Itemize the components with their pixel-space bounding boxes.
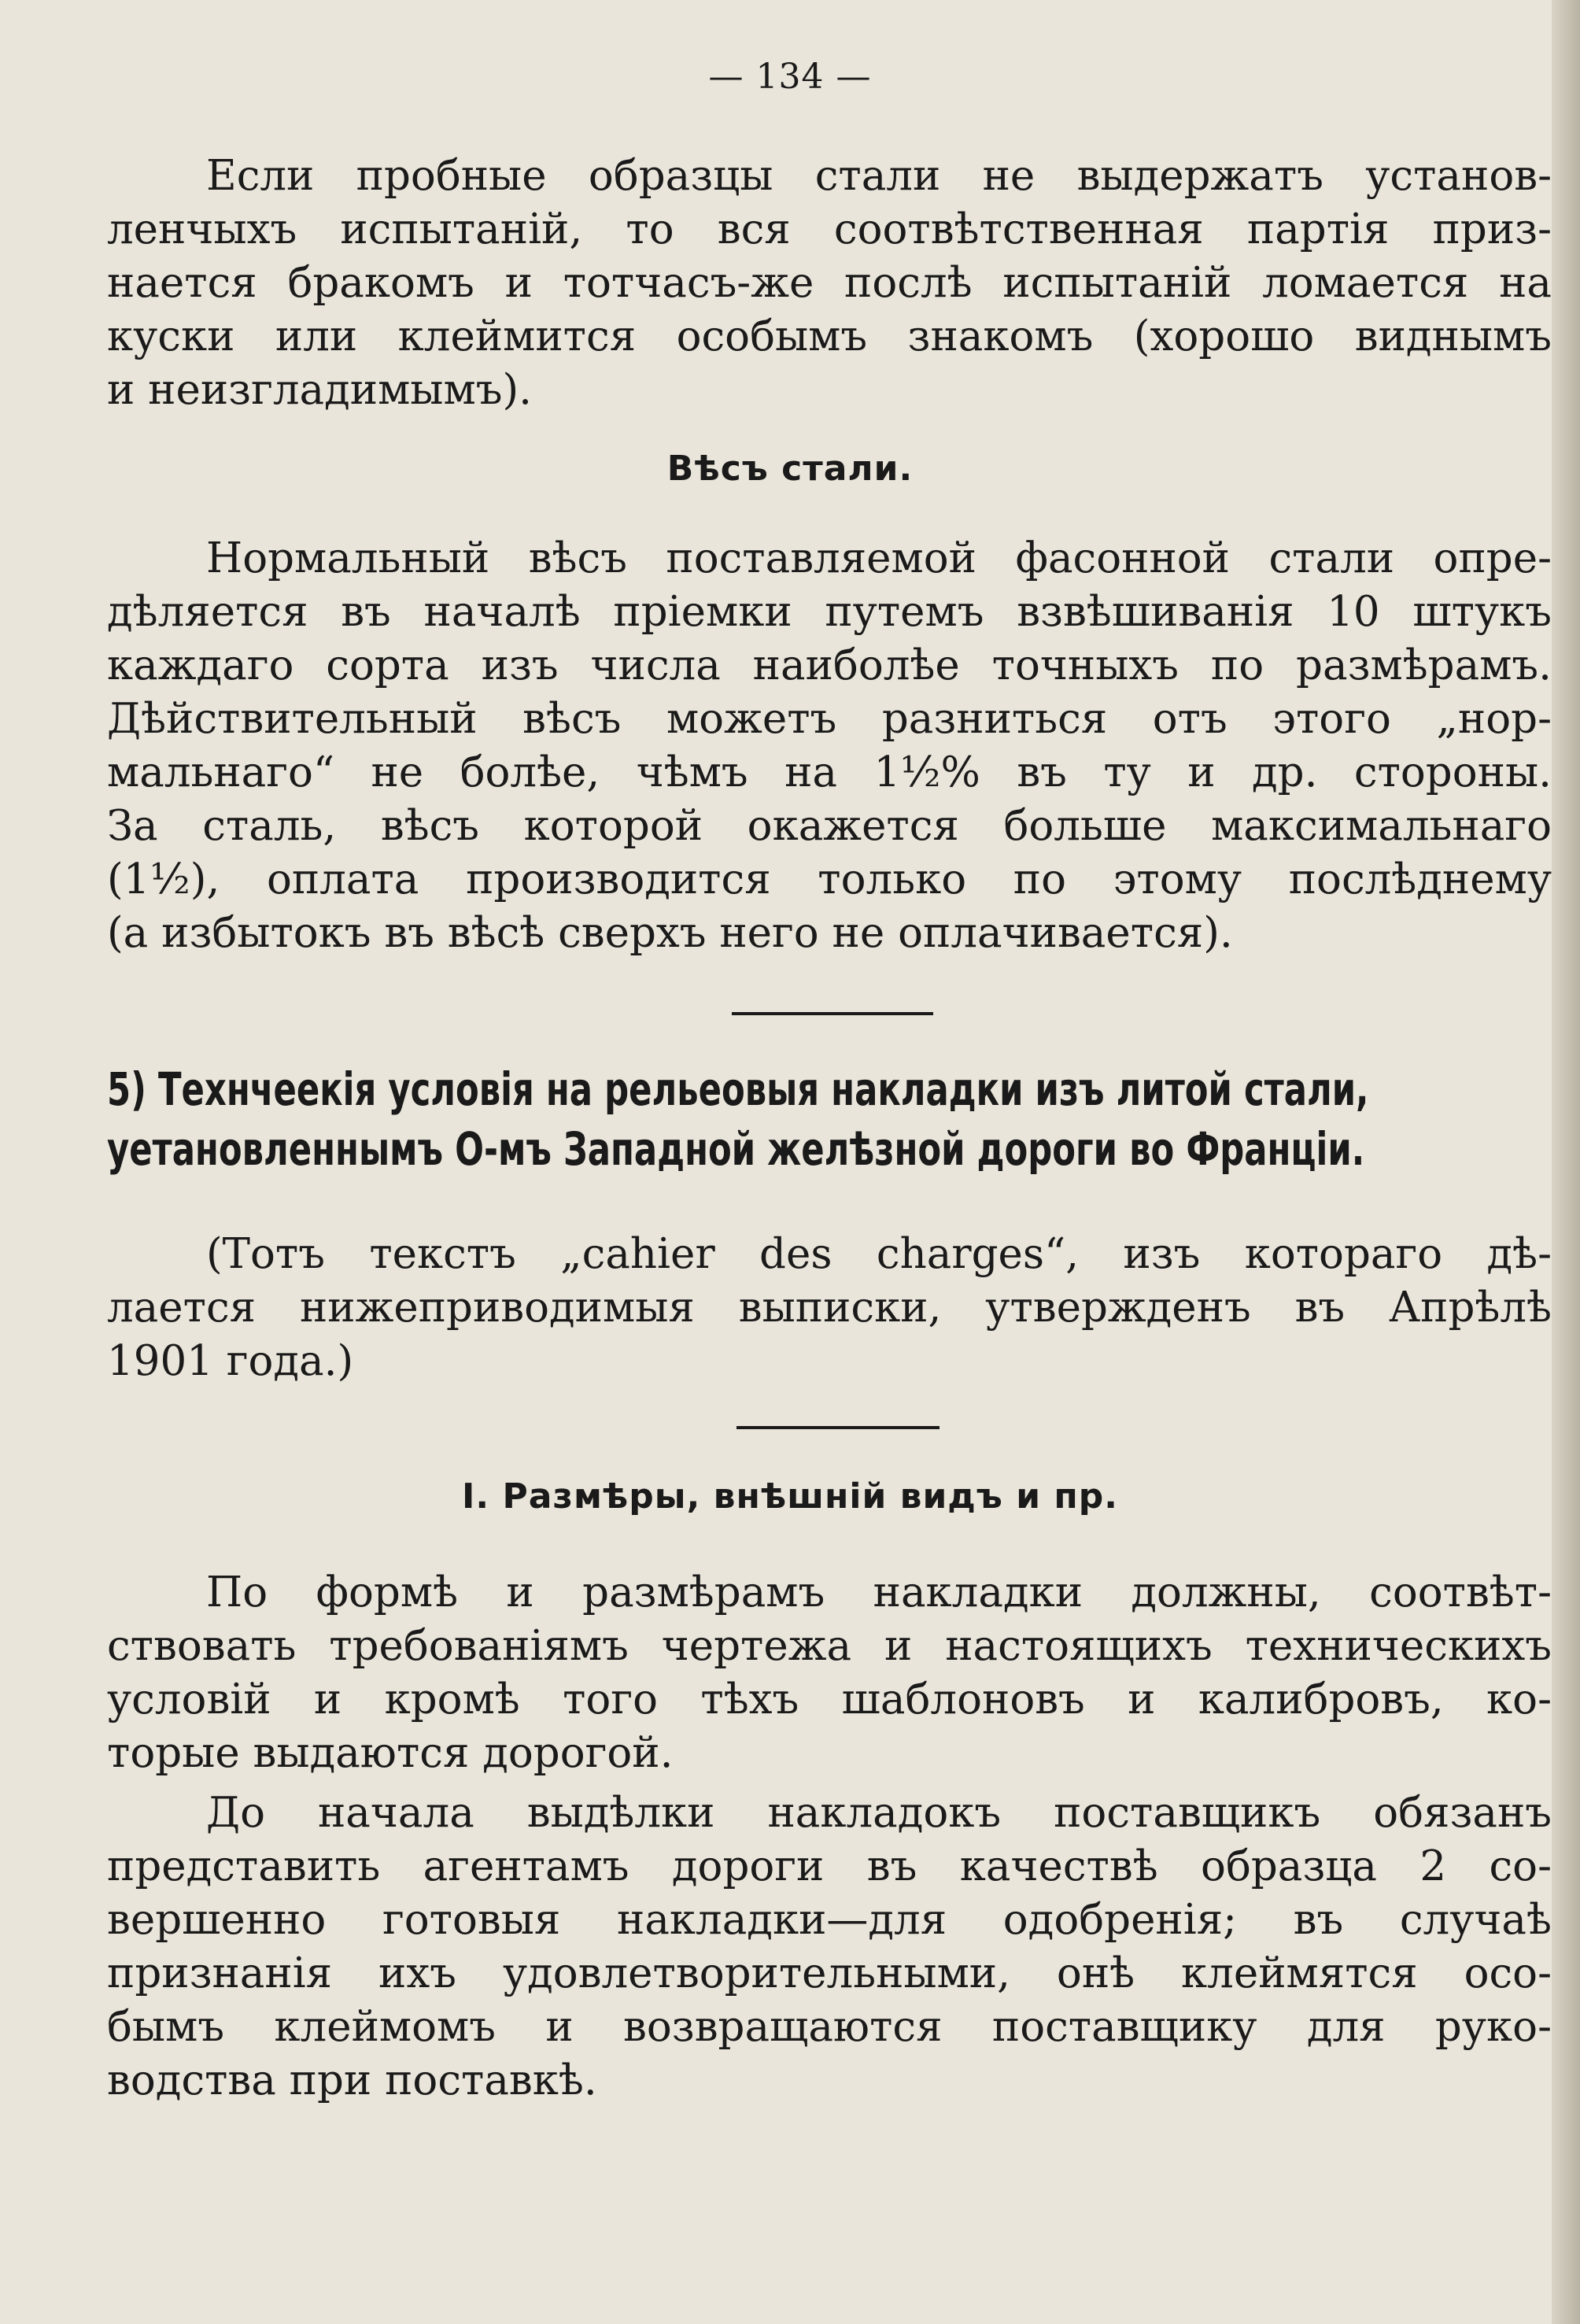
page-number: — 134 — <box>708 57 872 97</box>
text-line: Нормальный вѣсъ поставляемой фасонной стали опре- <box>206 534 1552 582</box>
text-line: До начала выдѣлки накладокъ поставщикъ обязанъ <box>206 1789 1552 1837</box>
text-line: водства при поставкѣ. <box>107 2056 597 2104</box>
section-heading-line: 5) Технчеекія условія на рельеовыя накладки изъ литой стали, <box>107 1062 1369 1116</box>
text-line: За сталь, вѣсъ которой окажется больше максимальнаго <box>107 802 1552 850</box>
text-line: куски или клеймится особымъ знакомъ (хорошо виднымъ <box>107 312 1552 360</box>
text-line: (а избытокъ въ вѣсѣ сверхъ него не оплачивается). <box>107 909 1233 957</box>
section-heading-line: уетановленнымъ О-мъ Западной желѣзной дороги во Франціи. <box>107 1122 1365 1176</box>
text-line: условій и кромѣ того тѣхъ шаблоновъ и калибровъ, ко- <box>107 1676 1552 1724</box>
text-line: бымъ клеймомъ и возвращаются поставщику для руко- <box>107 2003 1552 2051</box>
divider-rule <box>732 1012 933 1015</box>
text-line: каждаго сорта изъ числа наиболѣе точныхъ по размѣрамъ. <box>107 641 1552 689</box>
paragraph-shape-dimensions <box>107 1566 1552 1780</box>
text-line: (1½), оплата производится только по этому послѣднему <box>107 855 1552 903</box>
text-line: представить агентамъ дороги въ качествѣ образца 2 со- <box>107 1842 1552 1890</box>
text-line: вершенно готовыя накладки—для одобренія; въ случаѣ <box>107 1896 1552 1944</box>
subheading-dimensions: I. Размѣры, внѣшній видъ и пр. <box>462 1476 1118 1517</box>
text-line: нается бракомъ и тотчасъ-же послѣ испытаній ломается на <box>107 259 1552 307</box>
text-line: По формѣ и размѣрамъ накладки должны, соотвѣт- <box>206 1568 1552 1616</box>
paragraph-cahier-note <box>107 1228 1552 1388</box>
divider-rule <box>736 1426 940 1429</box>
paragraph-rejection <box>107 150 1552 417</box>
text-line: мальнаго“ не болѣе, чѣмъ на 1½% въ ту и др. стороны. <box>107 748 1552 796</box>
heading-steel-weight: Вѣсъ стали. <box>666 449 914 489</box>
text-line: торые выдаются дорогой. <box>107 1729 674 1777</box>
text-line: ствовать требованіямъ чертежа и настоящихъ техническихъ <box>107 1622 1552 1670</box>
paragraph-sample-approval <box>107 1786 1552 2108</box>
text-line: признанія ихъ удовлетворительными, онѣ клеймятся осо- <box>107 1949 1552 1997</box>
text-line: Если пробные образцы стали не выдержатъ установ- <box>206 152 1552 200</box>
text-line: и неизгладимымъ). <box>107 366 532 414</box>
page-edge-shadow <box>1552 0 1580 2324</box>
text-line: (Тотъ текстъ „cahier des charges“, изъ котораго дѣ- <box>206 1230 1552 1278</box>
section-heading <box>107 1059 1552 1179</box>
text-line: 1901 года.) <box>107 1337 354 1385</box>
text-line: Дѣйствительный вѣсъ можетъ разниться отъ этого „нор- <box>107 695 1552 743</box>
text-line: ленчыхъ испытаній, то вся соотвѣтственная партія приз- <box>107 205 1552 253</box>
text-line: дѣляется въ началѣ пріемки путемъ взвѣшиванія 10 штукъ <box>107 588 1552 636</box>
paragraph-normal-weight <box>107 532 1552 960</box>
text-line: лается нижеприводимыя выписки, утвержденъ въ Апрѣлѣ <box>107 1284 1552 1332</box>
